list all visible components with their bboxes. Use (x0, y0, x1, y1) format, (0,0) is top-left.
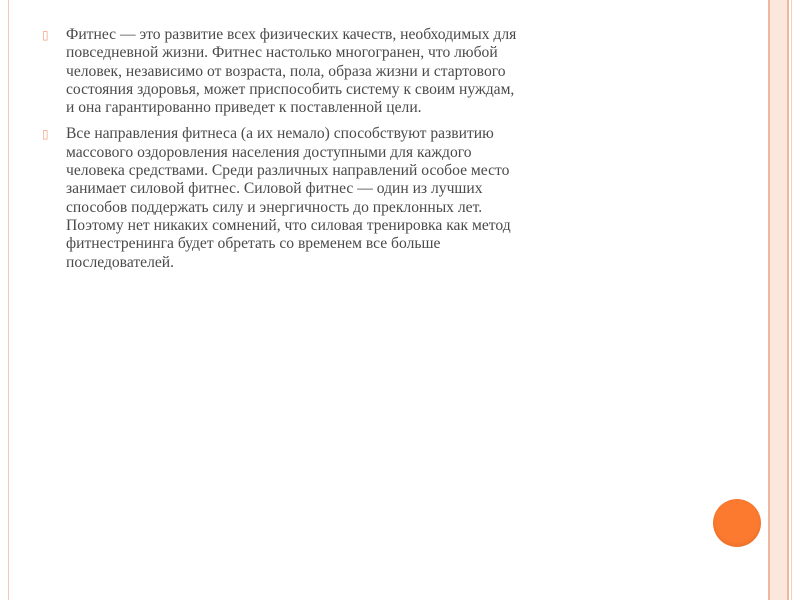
text-line: последователей. (66, 253, 175, 271)
right-frame-line-edge (791, 0, 792, 600)
bullet-item-2 (42, 125, 622, 271)
text-line: повседневной жизни. Фитнес настолько многогранен, что любой (66, 44, 498, 62)
text-line: состояния здоровья, может приспособить систему к своим нуждам, (66, 80, 515, 98)
text-line: Фитнес — это развитие всех физических качеств, необходимых для (66, 26, 517, 43)
text-line: массового оздоровления населения доступными для каждого (66, 143, 472, 161)
bullet-item-1 (42, 26, 622, 117)
bullet-text (66, 125, 622, 271)
text-line: человека средствами. Среди различных направлений особое место (66, 162, 510, 180)
text-line: занимает силовой фитнес. Силовой фитнес — один из лучших (66, 180, 483, 198)
right-decorative-band (770, 0, 787, 600)
text-line: и она гарантированно приведет к поставленной цели. (66, 99, 422, 117)
left-frame-line (8, 0, 9, 600)
orange-circle-decoration (713, 499, 761, 547)
text-line: фитнестренинга будет обретать со временем все больше (66, 235, 441, 253)
text-line: способов поддержать силу и энергичность до преклонных лет. (66, 198, 483, 216)
text-line: Все направления фитнеса (а их немало) способствуют развитию (66, 125, 494, 143)
slide-body (42, 26, 622, 280)
right-frame-line-outer (787, 0, 789, 600)
text-line: Поэтому нет никаких сомнений, что силовая тренировка как метод (66, 216, 511, 234)
hollow-square-bullet-icon: ▯ (42, 127, 49, 142)
text-line: человек, независимо от возраста, пола, образа жизни и стартового (66, 62, 506, 80)
bullet-text (66, 26, 622, 117)
hollow-square-bullet-icon: ▯ (42, 28, 49, 42)
